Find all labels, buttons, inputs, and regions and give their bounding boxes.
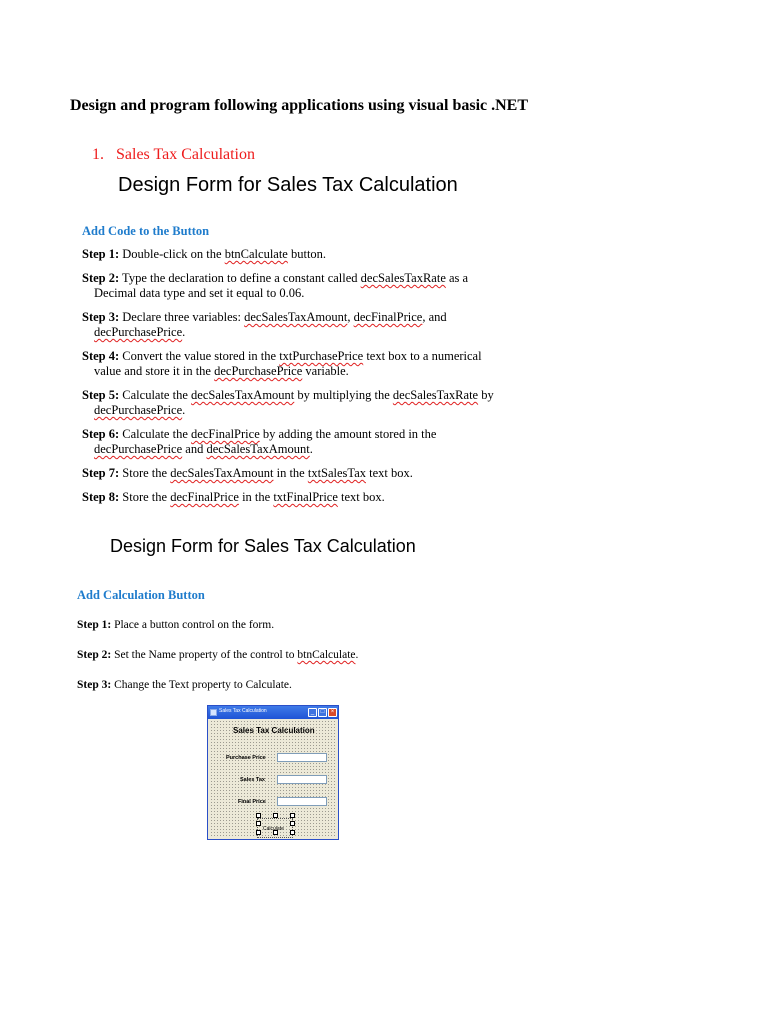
- form-client-area: [210, 720, 336, 837]
- identifier: decFinalPrice: [191, 427, 260, 441]
- step-text: .: [309, 442, 313, 456]
- section-number: 1.: [92, 146, 104, 163]
- part1-steps: [82, 247, 542, 514]
- step-text: text box to a numerical: [363, 349, 482, 363]
- step-text: Change the Text property to Calculate.: [111, 679, 292, 691]
- step-text: and: [182, 442, 207, 456]
- step-text: Convert the value stored in the: [119, 349, 280, 363]
- step-text: Place a button control on the form.: [111, 619, 275, 631]
- step-label: Step 3:: [77, 679, 112, 691]
- identifier: decSalesTaxAmount: [206, 442, 310, 456]
- sales-tax-label: Sales Tax: [240, 777, 265, 783]
- step-text: ,: [347, 310, 354, 324]
- identifier: decPurchasePrice: [94, 403, 183, 417]
- step-text: as a: [445, 271, 469, 285]
- part2-steps: [77, 618, 477, 708]
- step-1: [77, 618, 477, 633]
- identifier: btnCalculate: [297, 649, 356, 661]
- identifier: decFinalPrice: [170, 490, 239, 504]
- identifier: decFinalPrice: [353, 310, 423, 324]
- step-text: .: [355, 649, 359, 661]
- step-3: [77, 678, 477, 693]
- step-3: [82, 310, 542, 340]
- step-8: [82, 490, 542, 505]
- step-text: Decimal data type and set it equal to 0.06.: [94, 286, 305, 300]
- window-title: Sales Tax Calculation: [219, 708, 267, 714]
- identifier: decSalesTaxAmount: [170, 466, 274, 480]
- part2-subheading: Add Calculation Button: [77, 588, 205, 602]
- close-icon[interactable]: ×: [328, 708, 337, 717]
- step-2: [77, 648, 477, 663]
- resize-handle[interactable]: [290, 813, 295, 818]
- step-text: Set the Name property of the control to: [111, 649, 298, 661]
- purchase-price-textbox[interactable]: [277, 753, 327, 762]
- step-text: value and store it in the: [94, 364, 215, 378]
- identifier: txtSalesTax: [307, 466, 366, 480]
- purchase-price-label: Purchase Price: [226, 755, 266, 761]
- step-text: text box.: [366, 466, 413, 480]
- step-1: [82, 247, 542, 262]
- step-4: [82, 349, 542, 379]
- step-text: variable.: [302, 364, 349, 378]
- step-label: Step 1:: [82, 247, 120, 261]
- step-label: Step 5:: [82, 388, 120, 402]
- section-heading: [92, 146, 255, 164]
- step-label: Step 7:: [82, 466, 120, 480]
- step-label: Step 3:: [82, 310, 120, 324]
- step-text: Store the: [119, 490, 171, 504]
- identifier: btnCalculate: [224, 247, 288, 261]
- maximize-icon[interactable]: □: [318, 708, 327, 717]
- step-label: Step 8:: [82, 490, 120, 504]
- step-text: Type the declaration to define a constant called: [119, 271, 361, 285]
- step-text: Calculate the: [119, 427, 192, 441]
- identifier: decSalesTaxRate: [360, 271, 446, 285]
- identifier: decSalesTaxAmount: [191, 388, 295, 402]
- step-text: in the: [238, 490, 274, 504]
- resize-handle[interactable]: [273, 813, 278, 818]
- window-titlebar: [208, 706, 338, 719]
- step-text: text box.: [337, 490, 385, 504]
- step-text: .: [182, 325, 186, 339]
- step-text: by multiplying the: [294, 388, 393, 402]
- step-label: Step 6:: [82, 427, 120, 441]
- step-5: [82, 388, 542, 418]
- step-label: Step 1:: [77, 619, 112, 631]
- step-7: [82, 466, 542, 481]
- step-text: in the: [273, 466, 308, 480]
- resize-handle[interactable]: [256, 813, 261, 818]
- final-price-label: Final Price: [238, 799, 266, 805]
- step-label: Step 2:: [82, 271, 120, 285]
- identifier: txtFinalPrice: [273, 490, 338, 504]
- resize-handle[interactable]: [256, 821, 261, 826]
- part1-heading: Design Form for Sales Tax Calculation: [118, 174, 458, 196]
- step-text: Store the: [119, 466, 171, 480]
- part2-heading: Design Form for Sales Tax Calculation: [110, 536, 416, 556]
- final-price-textbox[interactable]: [277, 797, 327, 806]
- step-label: Step 2:: [77, 649, 112, 661]
- step-text: Calculate the: [119, 388, 192, 402]
- step-text: by adding the amount stored in the: [259, 427, 437, 441]
- step-text: Declare three variables:: [119, 310, 245, 324]
- step-text: .: [182, 403, 186, 417]
- step-text: by: [478, 388, 494, 402]
- identifier: decSalesTaxRate: [392, 388, 479, 402]
- intro-text: Design and program following applications using visual basic .NET: [70, 97, 529, 114]
- identifier: txtPurchasePrice: [279, 349, 364, 363]
- resize-handle[interactable]: [256, 830, 261, 835]
- identifier: decPurchasePrice: [214, 364, 303, 378]
- app-icon: [210, 709, 217, 716]
- part1-subheading: Add Code to the Button: [82, 224, 210, 238]
- calculate-button[interactable]: Calculate: [263, 826, 284, 832]
- form-title-label: Sales Tax Calculation: [233, 726, 315, 735]
- step-label: Step 4:: [82, 349, 120, 363]
- form-screenshot: [207, 705, 339, 840]
- step-6: [82, 427, 542, 457]
- identifier: decSalesTaxAmount: [244, 310, 348, 324]
- section-title: Sales Tax Calculation: [116, 146, 255, 163]
- identifier: decPurchasePrice: [94, 325, 183, 339]
- step-2: [82, 271, 542, 301]
- sales-tax-textbox[interactable]: [277, 775, 327, 784]
- step-text: Double-click on the: [119, 247, 225, 261]
- minimize-icon[interactable]: _: [308, 708, 317, 717]
- resize-handle[interactable]: [290, 821, 295, 826]
- resize-handle[interactable]: [290, 830, 295, 835]
- step-text: , and: [422, 310, 447, 324]
- identifier: decPurchasePrice: [94, 442, 183, 456]
- step-text: button.: [287, 247, 327, 261]
